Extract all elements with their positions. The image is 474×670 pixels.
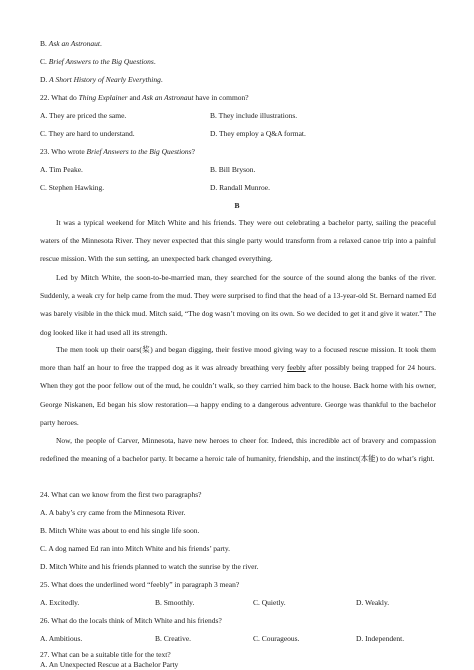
passage-paragraph-3: The men took up their oars(桨) and began digging, their festive mood giving way to a focused rescue mission. It took them more than half an hour to free the trapped dog as it was already breathing very feebly after possibly being trapped for 24 hours. When they got the poor fellow out of the mud, he couldn’t walk, so they carried him back to the house. Back home with his owner, George Niskanen, Ed began his slow restoration—a happy ending to a dangerous adventure. George was thankful to the bachelor party heroes. bbox=[40, 345, 436, 427]
passage-paragraph-1: It was a typical weekend for Mitch White and his friends. They were out celebrating a bachelor party, sailing the peaceful waters of the Minnesota River. They never expected that this single party would transform from a relaxed canoe trip into a painful rescue mission. With the sun setting, an unexpected bark changed everything. bbox=[40, 218, 436, 264]
q23-option-c: C. Stephen Hawking. bbox=[40, 183, 105, 192]
q26-option-c: C. Courageous. bbox=[253, 634, 300, 643]
q25-option-b: B. Smoothly. bbox=[155, 598, 195, 607]
q23-stem: 23. Who wrote Brief Answers to the Big Questions? bbox=[40, 147, 195, 156]
q22-option-d: D. They employ a Q&A format. bbox=[210, 129, 306, 138]
q25-option-d: D. Weakly. bbox=[356, 598, 390, 607]
q23-option-b: B. Bill Bryson. bbox=[210, 165, 256, 174]
q21-option-b: B. Ask an Astronaut. bbox=[40, 39, 102, 48]
q22-stem: 22. What do Thing Explainer and Ask an Astronaut have in common? bbox=[40, 93, 249, 102]
q24-option-b: B. Mitch White was about to end his single life soon. bbox=[40, 526, 200, 535]
q26-option-d: D. Independent. bbox=[356, 634, 405, 643]
q25-option-a: A. Excitedly. bbox=[40, 598, 80, 607]
q21-option-c: C. Brief Answers to the Big Questions. bbox=[40, 57, 156, 66]
q26-option-a: A. Ambitious. bbox=[40, 634, 83, 643]
q24-option-a: A. A baby’s cry came from the Minnesota River. bbox=[40, 508, 186, 517]
q23-option-a: A. Tim Peake. bbox=[40, 165, 83, 174]
q25-option-c: C. Quietly. bbox=[253, 598, 286, 607]
q23-option-d: D. Randall Munroe. bbox=[210, 183, 270, 192]
q24-option-c: C. A dog named Ed ran into Mitch White and his friends’ party. bbox=[40, 544, 231, 553]
q26-option-b: B. Creative. bbox=[155, 634, 192, 643]
q22-option-a: A. They are priced the same. bbox=[40, 111, 127, 120]
q22-option-b: B. They include illustrations. bbox=[210, 111, 298, 120]
section-title: B bbox=[234, 201, 240, 210]
q24-stem: 24. What can we know from the first two paragraphs? bbox=[40, 490, 202, 499]
underlined-word: feebly bbox=[287, 363, 306, 373]
passage-paragraph-4: Now, the people of Carver, Minnesota, have new heroes to cheer for. Indeed, this incredible act of bravery and compassion redefined the meaning of a bachelor party. It became a heroic tale of humanity, friendship, and the instinct(本能) to do what’s right. bbox=[40, 436, 436, 464]
passage-paragraph-2: Led by Mitch White, the soon-to-be-married man, they searched for the source of the sound along the banks of the river. Suddenly, a weak cry for help came from the mud. They were surprised to find that the head of a 13-year-old St. Bernard named Ed was barely visible in the thick mud. Mitch said, “The dog wasn’t moving on its own. So we decided to get it and give it water.” The dog looked like it had used all its strength. bbox=[40, 273, 436, 337]
q21-option-d: D. A Short History of Nearly Everything. bbox=[40, 75, 163, 84]
q26-stem: 26. What do the locals think of Mitch White and his friends? bbox=[40, 616, 222, 625]
q22-option-c: C. They are hard to understand. bbox=[40, 129, 135, 138]
q27-stem: 27. What can be a suitable title for the text? bbox=[40, 650, 171, 659]
q27-option-a: A. An Unexpected Rescue at a Bachelor Party bbox=[40, 660, 179, 669]
q25-stem: 25. What does the underlined word “feebly” in paragraph 3 mean? bbox=[40, 580, 240, 589]
q24-option-d: D. Mitch White and his friends planned to watch the sunrise by the river. bbox=[40, 562, 259, 571]
q21-option-b-text: Ask an Astronaut bbox=[48, 39, 101, 48]
